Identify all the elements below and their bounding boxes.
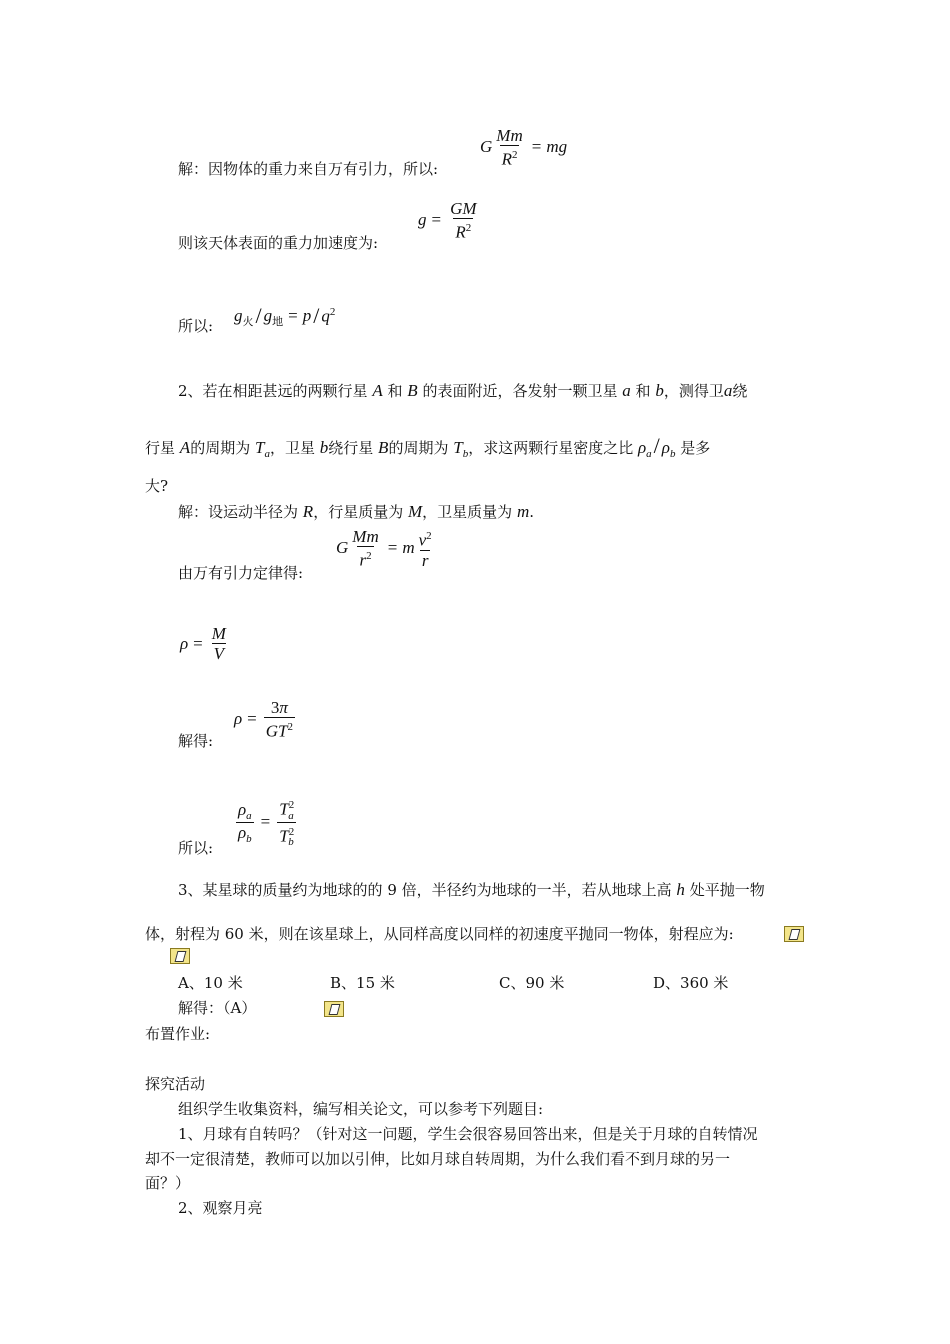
explore-item2: 2、观察月亮 (178, 1199, 263, 1217)
embedded-object-icon (784, 926, 804, 942)
embedded-object-icon (170, 948, 190, 964)
q3-option-b: B、15 米 (330, 974, 395, 992)
equation-density-ratio: $\frac{\rho_a}{\rho_b}$ = $\frac{T^2_a}{T^2_b}$ (238, 799, 295, 849)
sol1-line2: 则该天体表面的重力加速度为: (178, 234, 379, 252)
explore-item1-line3: 面？） (145, 1174, 191, 1192)
explore-item1-line2: 却不一定很清楚，教师可以加以引伸，比如月球自转周期，为什么我们看不到月球的另一 (145, 1150, 731, 1168)
equation-centripetal: G $\frac{Mm}{r^2}$ = m $\frac{v^2}{r}$ (336, 527, 432, 570)
q3-option-d: D、360 米 (653, 974, 729, 992)
sol1-line1: 解：因物体的重力来自万有引力，所以: (178, 160, 439, 178)
equation-gravity-ratio: $g_火$ / $g_地$ = p / $q^2$ (234, 303, 336, 328)
q2-law: 由万有引力定律得: (178, 564, 304, 582)
explore-item1-line1: 1、月球有自转吗？（针对这一问题，学生会很容易回答出来，但是关于月球的自转情况 (178, 1125, 758, 1143)
q2-jiede: 解得: (178, 732, 214, 750)
explore-title: 探究活动 (145, 1075, 206, 1093)
q2-line1: 2、若在相距甚远的两颗行星 A 和 B 的表面附近，各发射一颗卫星 a 和 b，测得卫a绕 (178, 381, 748, 400)
q3-answer: 解得：（A） (178, 999, 257, 1017)
embedded-object-icon (324, 1001, 344, 1017)
equation-surface-gravity: g = $\frac{GM}{R^2}$ (418, 199, 477, 242)
equation-density: ρ = $\frac{M}{V}$ (180, 624, 226, 663)
q3-option-c: C、90 米 (499, 974, 565, 992)
q3-line1: 3、某星球的质量约为地球的的 9 倍，半径约为地球的一半，若从地球上高 h 处平抛一物 (178, 880, 765, 899)
q3-option-a: A、10 米 (178, 974, 243, 992)
q3-line2: 体，射程为 60 米，则在该星球上，从同样高度以同样的初速度平抛同一物体，射程应为: (145, 925, 734, 943)
q2-line3: 大? (145, 477, 169, 495)
equation-density-result: ρ = $\frac{3\pi}{GT^2}$ (234, 698, 293, 741)
q2-solution-setup: 解：设运动半径为 R，行星质量为 M，卫星质量为 m. (178, 502, 535, 521)
sol1-line3: 所以: (178, 317, 214, 335)
equation-gravity-weight: G $\frac{Mm}{R^2}$ = mg (480, 126, 568, 169)
q2-suoyi: 所以: (178, 839, 214, 857)
explore-intro: 组织学生收集资料，编写相关论文，可以参考下列题目: (178, 1100, 544, 1118)
homework-heading: 布置作业: (145, 1025, 211, 1043)
q2-line2: 行星 A的周期为 $T_a$，卫星 b绕行星 B的周期为 $T_b$，求这两颗行星密度之比 $\rho_a/$ $\rho_b$ 是多 (145, 433, 711, 460)
